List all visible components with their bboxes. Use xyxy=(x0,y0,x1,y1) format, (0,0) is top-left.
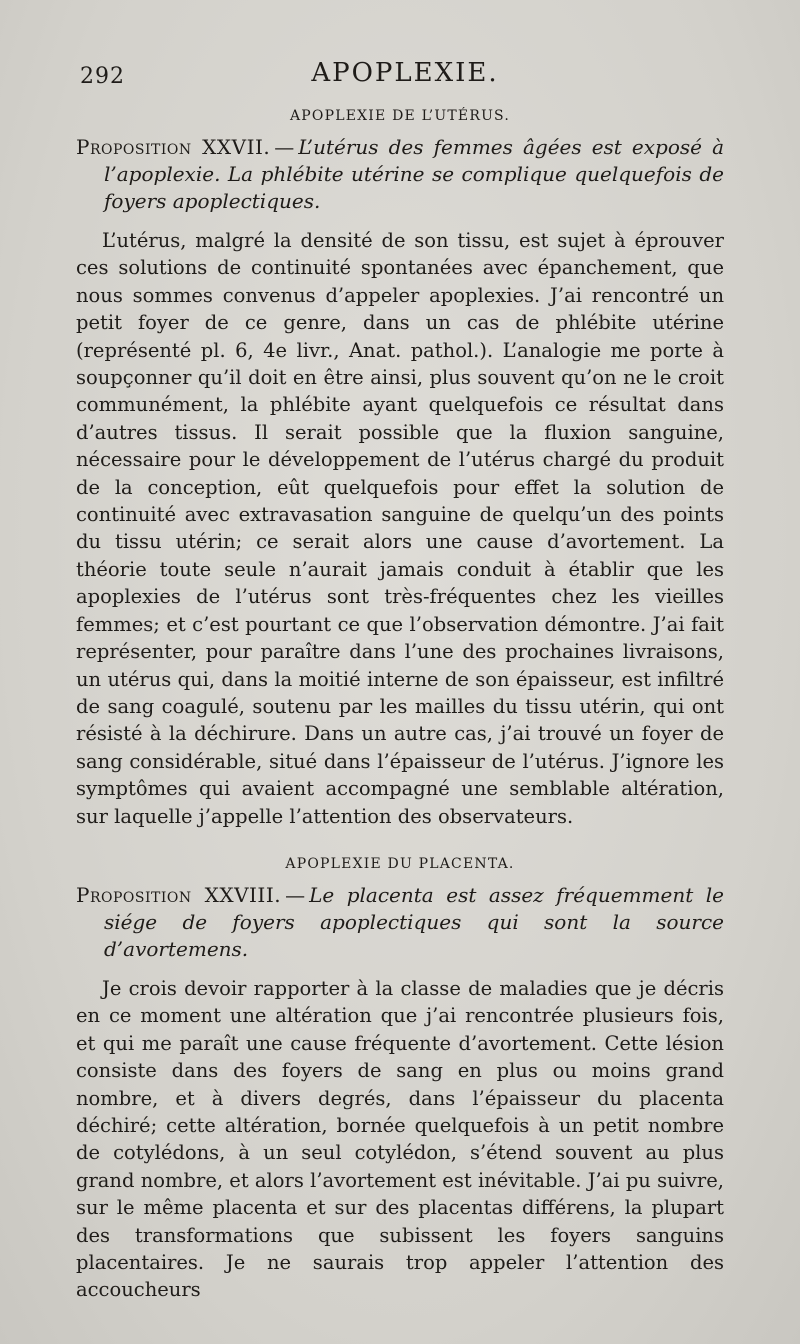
proposition-label: Proposition XXVII. xyxy=(76,135,271,159)
proposition-label: Proposition XXVIII. xyxy=(76,882,282,907)
page-content xyxy=(76,104,724,1318)
section-heading-uterus: APOPLEXIE DE L’UTÉRUS. xyxy=(289,108,511,124)
section-heading-placenta: APOPLEXIE DU PLACENTA. xyxy=(285,855,515,872)
proposition-dash: — xyxy=(274,135,295,159)
proposition-dash: — xyxy=(285,882,306,907)
page-number: 292 xyxy=(80,64,125,89)
body-paragraph-uterus: L’utérus, malgré la densité de son tissu, est sujet à éprouver ces solutions de continuité spontanées avec épanchement, que nous sommes convenus d’appeler apoplexies. J’ai rencontré un petit foyer de ce genre, dans un cas de phlébite utérine (représenté pl. 6, 4e livr., Anat. pathol.). L’analogie me porte à soupçonner qu’il doit en être ainsi, plus souvent qu’on ne le croit communément, la phlébite ayant quelquefois ce résultat dans d’autres tissus. Il serait possible que la fluxion sanguine, nécessaire pour le développement de l’utérus chargé du produit de la conception, eût quelquefois pour effet la solution de continuité avec extravasation sanguine de quelqu’un des points du tissu utérin; ce serait alors une cause d’avortement. La théorie toute seule n’aurait jamais conduit à établir que les apoplexies de l’utérus sont très-fréquentes chez les vieilles femmes; et c’est pourtant ce que l’observation démontre. J’ai fait représenter, pour paraître dans l’une des prochaines livraisons, un utérus qui, dans la moitié interne de son épaisseur, est infiltré de sang coagulé, soutenu par les mailles du tissu utérin, qui ont résisté à la déchirure. Dans un autre cas, j’ai trouvé un foyer de sang considérable, situé dans l’épaisseur de l’utérus. J’ignore les symptômes qui avaient accompagné une semblable altération, sur laquelle j’appelle l’attention des observateurs. xyxy=(76,229,724,828)
body-paragraph-placenta: Je crois devoir rapporter à la classe de maladies que je décris en ce moment une altération que j’ai rencontrée plusieurs fois, et qui me paraît une cause fréquente d’avortement. Cette lésion consiste dans des foyers de sang en plus ou moins grand nombre, et à divers degrés, dans l’épaisseur du placenta déchiré; cette altération, bornée quelquefois à un petit nombre de cotylédons, à un seul cotylédon, s’étend souvent au plus grand nombre, et alors l’avortement est inévitable. J’ai pu suivre, sur le même placenta et sur des placentas différens, la plupart des transformations que subissent les foyers sanguins placentaires. Je ne saurais trop appeler l’attention des accoucheurs xyxy=(76,976,724,1302)
proposition-xxvii xyxy=(76,134,724,215)
running-head xyxy=(80,58,730,92)
proposition-text: Le placenta est assez fréquemment le siége de foyers apoplectiques qui sont la source d’avortemens. xyxy=(104,882,724,961)
proposition-text: L’utérus des femmes âgées est exposé à l’apoplexie. La phlébite utérine se complique quelquefois de foyers apoplectiques. xyxy=(104,135,724,213)
proposition-xxviii xyxy=(76,882,724,963)
running-title: APOPLEXIE. xyxy=(311,58,499,88)
